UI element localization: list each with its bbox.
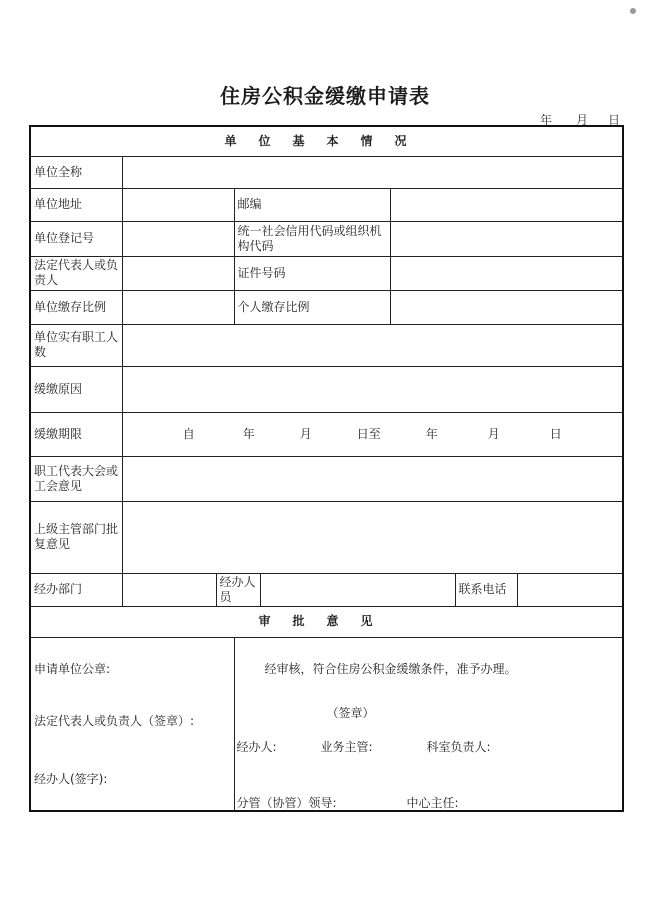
unit-address-label: 单位地址 xyxy=(30,188,122,221)
office-head-label: 科室负责人: xyxy=(426,739,491,754)
legal-rep-field[interactable] xyxy=(122,256,234,290)
handler-sign-label: 经办人(签字): xyxy=(34,771,108,786)
seal-label: 申请单位公章: xyxy=(34,661,111,676)
center-director-label: 中心主任: xyxy=(406,795,459,810)
union-opinion-field[interactable] xyxy=(122,456,623,501)
superior-opinion-label: 上级主管部门批复意见 xyxy=(30,501,122,573)
credit-code-field[interactable] xyxy=(390,221,623,256)
legal-rep-label: 法定代表人或负责人 xyxy=(30,256,122,290)
postcode-field[interactable] xyxy=(390,188,623,221)
reg-no-field[interactable] xyxy=(122,221,234,256)
section-basic-info: 单位基本情况 xyxy=(30,126,623,156)
period-day-to: 日至 xyxy=(356,426,381,441)
period-year1: 年 xyxy=(242,426,255,441)
employees-field[interactable] xyxy=(122,324,623,366)
period-from: 自 xyxy=(182,426,195,441)
period-month1: 月 xyxy=(299,426,312,441)
form-title: 住房公积金缓缴申请表 xyxy=(220,84,430,108)
approval-text: 经审核，符合住房公积金缓缴条件，准予办理。 xyxy=(264,661,517,676)
id-no-field[interactable] xyxy=(390,256,623,290)
period-day2: 日 xyxy=(549,426,562,441)
personal-ratio-field[interactable] xyxy=(390,290,623,324)
handler-label: 经办人员 xyxy=(216,573,260,606)
approval-opinion-area[interactable] xyxy=(234,637,623,811)
unit-name-field[interactable] xyxy=(122,156,623,188)
credit-code-label: 统一社会信用代码或组织机构代码 xyxy=(234,221,390,256)
employees-label: 单位实有职工人数 xyxy=(30,324,122,366)
handler-field[interactable] xyxy=(260,573,455,606)
applicant-sign-area[interactable] xyxy=(30,637,234,811)
date-year: 年 xyxy=(540,113,553,127)
dept-field[interactable] xyxy=(122,573,216,606)
unit-ratio-label: 单位缴存比例 xyxy=(30,290,122,324)
section-approval: 审批意见 xyxy=(30,606,623,637)
dept-label: 经办部门 xyxy=(30,573,122,606)
unit-name-label: 单位全称 xyxy=(30,156,122,188)
superior-opinion-field[interactable] xyxy=(122,501,623,573)
period-year2: 年 xyxy=(425,426,438,441)
personal-ratio-label: 个人缴存比例 xyxy=(234,290,390,324)
unit-address-field[interactable] xyxy=(122,188,234,221)
phone-field[interactable] xyxy=(517,573,623,606)
unit-ratio-field[interactable] xyxy=(122,290,234,324)
phone-label: 联系电话 xyxy=(455,573,517,606)
corner-dot xyxy=(630,8,636,14)
reg-no-label: 单位登记号 xyxy=(30,221,122,256)
date-day: 日 xyxy=(608,113,621,127)
reason-label: 缓缴原因 xyxy=(30,366,122,412)
period-label: 缓缴期限 xyxy=(30,412,122,456)
date-month: 月 xyxy=(576,113,589,127)
legal-sign-label: 法定代表人或负责人（签章）: xyxy=(34,713,195,728)
business-supervisor-label: 业务主管: xyxy=(320,739,373,754)
stamp-label: （签章） xyxy=(326,705,375,720)
id-no-label: 证件号码 xyxy=(234,256,390,290)
period-field[interactable] xyxy=(122,412,623,456)
operator-label: 经办人: xyxy=(236,739,277,754)
period-month2: 月 xyxy=(487,426,500,441)
application-form xyxy=(29,125,624,812)
reason-field[interactable] xyxy=(122,366,623,412)
union-opinion-label: 职工代表大会或工会意见 xyxy=(30,456,122,501)
postcode-label: 邮编 xyxy=(234,188,390,221)
leader-label: 分管（协管）领导: xyxy=(236,795,337,810)
